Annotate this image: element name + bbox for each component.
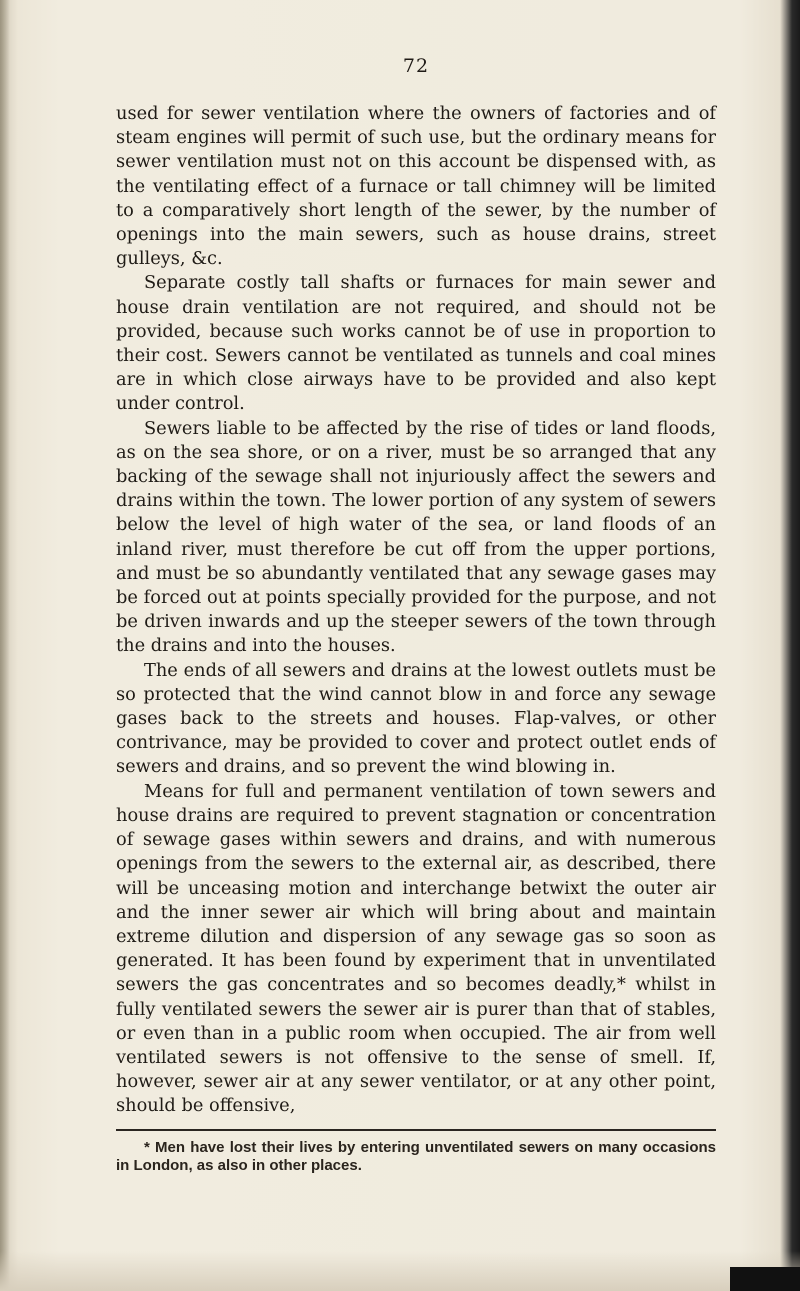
page-gutter-shadow <box>0 0 10 1291</box>
footnote: * Men have lost their lives by entering unventilated sewers on many occasions in London, as also in other places. <box>116 1138 716 1174</box>
footnote-rule <box>116 1129 716 1131</box>
paragraph-2: Separate costly tall shafts or furnaces for main sewer and house drain ventilation are not required, and should not be provided, because such works cannot be of use in proportion to their cost. Sewers cannot be ventilated as tunnels and coal mines are in which close airways have to be provided and also kept under control. <box>116 272 716 415</box>
binding-edge <box>730 1267 800 1291</box>
paragraph-4: The ends of all sewers and drains at the lowest outlets must be so protected that the wind cannot blow in and force any sewage gases back to the streets and houses. Flap-valves, or other contrivance, may be provided to cover and protect outlet ends of sewers and drains, and so prevent the wind blowing in. <box>116 659 716 778</box>
paragraph-5: Means for full and permanent ventilation of town sewers and house drains are required to prevent stagnation or concentration of sewage gases within sewers and drains, and with numerous openings from the sewers to the external air, as described, there will be unceasing motion and interchange betwixt the outer air and the inner sewer air which will bring about and maintain extreme dilution and dispersion of any sewage gas so soon as generated. It has been found by experiment that in unventilated sewers the gas concentrates and so becomes deadly,* whilst in fully ventilated sewers the sewer air is purer than that of stables, or even than in a public room when occupied. The air from well ventilated sewers is not offensive to the sense of smell. If, however, sewer air at any sewer ventilator, or at any other point, should be offensive, <box>116 780 716 1117</box>
page-number: 72 <box>402 55 430 77</box>
paragraph-3: Sewers liable to be affected by the rise of tides or land floods, as on the sea shore, or on a river, must be so arranged that any backing of the sewage shall not injuriously affect the sewers and drains within the town. The lower portion of any system of sewers below the level of high water of the sea, or land floods of an inland river, must therefore be cut off from the upper portions, and must be so abundantly ventilated that any sewage gases may be forced out at points specially provided for the purpose, and not be driven inwards and up the steeper sewers of the town through the drains and into the houses. <box>116 417 716 657</box>
paragraph-1: used for sewer ventilation where the owners of factories and of steam engines will permit of such use, but the ordinary means for sewer ventilation must not on this account be dispensed with, as the ventilating effect of a furnace or tall chimney will be limited to a comparatively short length of the sewer, by the number of openings into the main sewers, such as house drains, street gulleys, &c. <box>116 103 716 270</box>
page-bottom-shade <box>0 1251 800 1291</box>
text-block <box>116 54 716 1175</box>
